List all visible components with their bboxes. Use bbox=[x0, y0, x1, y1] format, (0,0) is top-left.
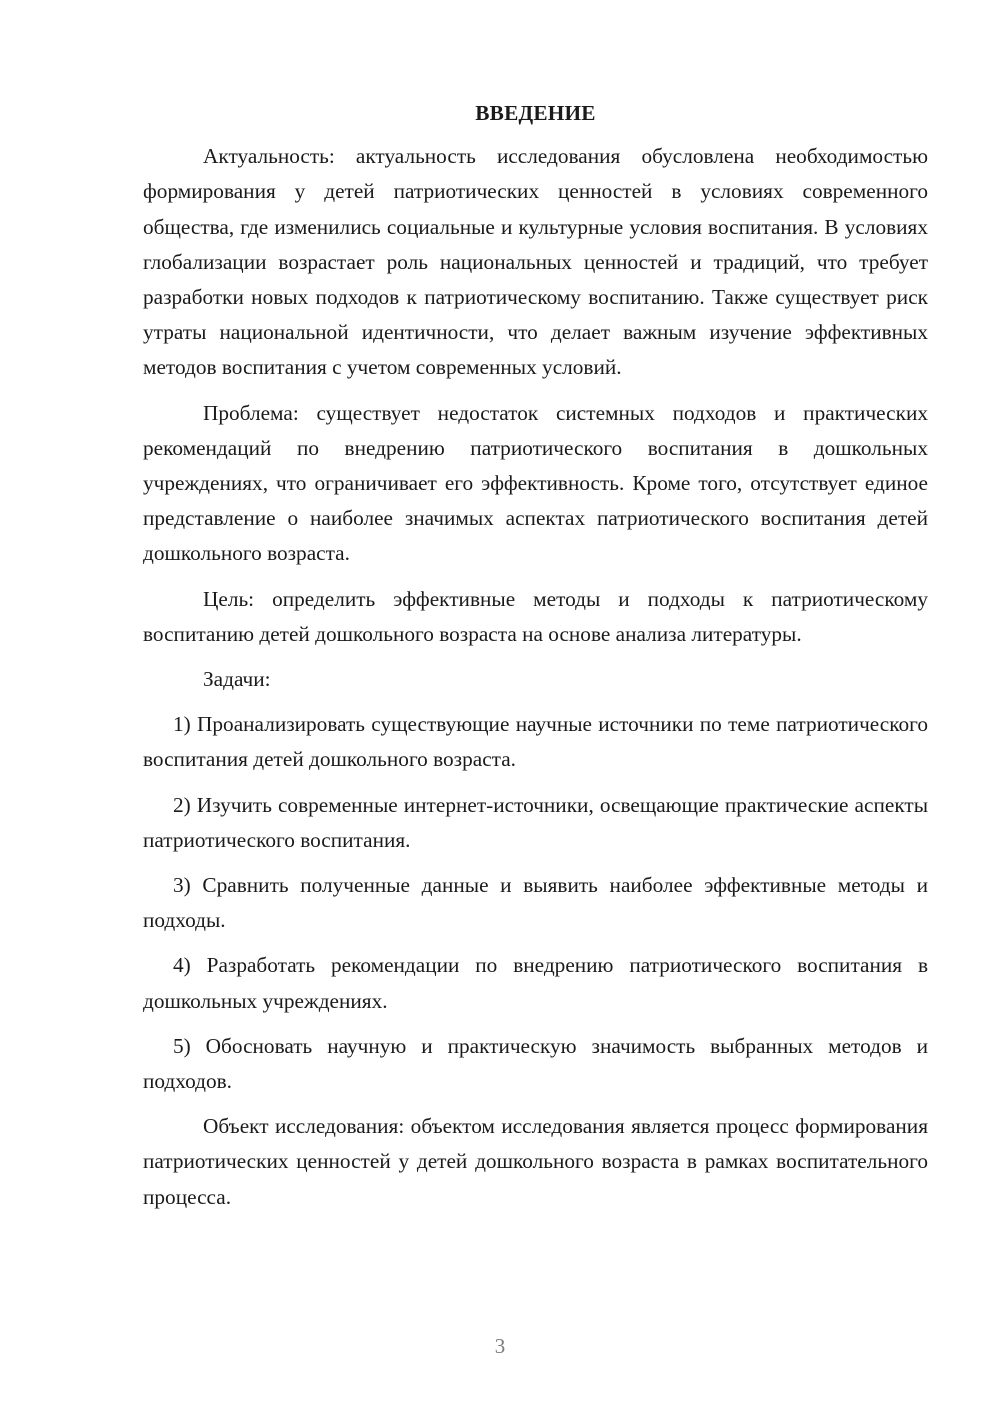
tasks-heading: Задачи: bbox=[203, 667, 271, 692]
task-item-2: 2) Изучить современные интернет-источники, освещающие практические аспекты патриотического воспитания. bbox=[143, 792, 928, 852]
paragraph-problem: Проблема: существует недостаток системных подходов и практических рекомендаций по внедрению патриотического воспитания в дошкольных учреждениях, что ограничивает его эффективность. Кроме того, отсутствует единое представление о наиболее значимых аспектах патриотического воспитания детей дошкольного возраста. bbox=[143, 400, 928, 566]
task-item-3: 3) Сравнить полученные данные и выявить наиболее эффективные методы и подходы. bbox=[143, 873, 928, 933]
task-item-5: 5) Обосновать научную и практическую значимость выбранных методов и подходов. bbox=[143, 1033, 928, 1094]
page-number: 3 bbox=[494, 1334, 506, 1358]
paragraph-relevance: Актуальность: актуальность исследования обусловлена необходимостью формирования у детей патриотических ценностей в условиях современного общества, где изменились социальные и культурные условия воспитания. В условиях глобализации возрастает роль национальных ценностей и традиций, что требует разработки новых подходов к патриотическому воспитанию. Также существует риск утраты национальной идентичности, что делает важным изучение эффективных методов воспитания с учетом современных условий. bbox=[143, 144, 928, 380]
task-item-1: 1) Проанализировать существующие научные источники по теме патриотического воспитания детей дошкольного возраста. bbox=[143, 712, 928, 772]
page-title: ВВЕДЕНИЕ bbox=[475, 101, 596, 125]
paragraph-goal: Цель: определить эффективные методы и подходы к патриотическому воспитанию детей дошкольного возраста на основе анализа литературы. bbox=[143, 586, 928, 646]
page-content bbox=[143, 96, 928, 1215]
task-item-4: 4) Разработать рекомендации по внедрению патриотического воспитания в дошкольных учреждениях. bbox=[143, 953, 928, 1013]
paragraph-object: Объект исследования: объектом исследования является процесс формирования патриотических ценностей у детей дошкольного возраста в рамках воспитательного процесса. bbox=[143, 1114, 928, 1209]
